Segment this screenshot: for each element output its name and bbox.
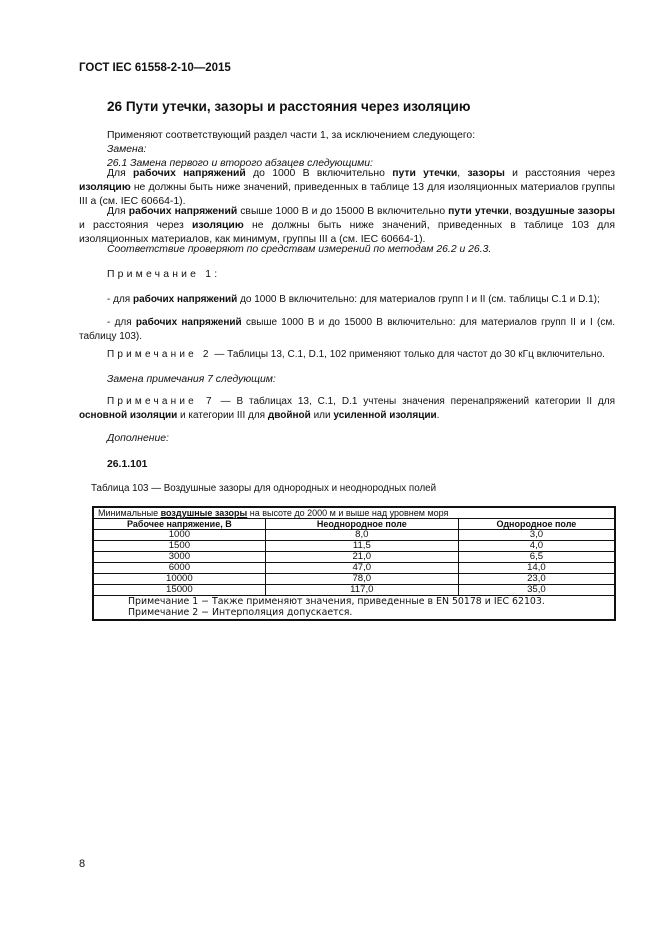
compliance-text: Соответствие проверяют по средствам измерений по методам 26.2 и 26.3.	[107, 244, 492, 255]
note-1-item-b: - для рабочих напряжений свыше 1000 В и до 15000 В включительно: для материалов групп II и I (см. таблицу 103).	[79, 317, 615, 342]
page-number: 8	[79, 858, 86, 870]
note-7-replace-label: Замена примечания 7 следующим:	[107, 374, 276, 385]
note-7: Примечание 7 — В таблицах 13, С.1, D.1 учтены значения перенапряжений категории II для основной изоляции и категории III для двойной или усиленной изоляции.	[79, 396, 616, 421]
table-row: 3000 21,0 6,5	[93, 552, 615, 563]
clause-number: 26.1.101	[107, 459, 148, 470]
section-title: 26 Пути утечки, зазоры и расстояния через изоляцию	[107, 99, 471, 114]
table-notes-row	[93, 596, 615, 621]
paragraph-1: Для рабочих напряжений до 1000 В включительно пути утечки, зазоры и расстояния через изоляцию не должны быть ниже значений, приведенных в таблице 13 для изоляционных материалов группы III а (см. IEC 60664-1).	[79, 168, 615, 207]
note-1-title: Примечание 1:	[107, 269, 221, 280]
zamena-label: Замена:	[107, 144, 147, 155]
table-row: 1000 8,0 3,0	[93, 530, 615, 541]
table-note-2: Примечание 2 − Интерполяция допускается.	[128, 607, 353, 618]
table-note-1: Примечание 1 − Также применяют значения, приведенные в EN 50178 и IEC 62103.	[128, 596, 545, 607]
note-2: Примечание 2 — Таблицы 13, С.1, D.1, 102 применяют только для частот до 30 кГц включительно.	[107, 349, 605, 360]
table-row: 1500 11,5 4,0	[93, 541, 615, 552]
addition-label: Дополнение:	[107, 433, 169, 444]
paragraph-2: Для рабочих напряжений свыше 1000 В и до 15000 В включительно пути утечки, воздушные зазоры и расстояния через изоляцию не должны быть ниже значений, приведенных в таблице 103 для изоляционных материалов, как минимум, группы III а (см. IEC 60664-1).	[79, 206, 615, 245]
column-header-nonuniform: Неоднородное поле	[265, 519, 458, 530]
table-row: 6000 47,0 14,0	[93, 563, 615, 574]
intro-text: Применяют соответствующий раздел части 1, за исключением следующего:	[107, 130, 476, 141]
table-row: 15000 117,0 35,0	[93, 585, 615, 596]
column-header-uniform: Однородное поле	[458, 519, 615, 530]
table-header-row	[93, 519, 615, 530]
clause-26-1-replace: 26.1 Замена первого и второго абзацев следующими:	[107, 158, 373, 169]
table-caption: Таблица 103 — Воздушные зазоры для однородных и неоднородных полей	[91, 483, 437, 494]
note-1-item-a: - для рабочих напряжений до 1000 В включительно: для материалов групп I и II (см. таблицы С.1 и D.1);	[107, 294, 600, 305]
table-caption-row: Минимальные воздушные зазоры на высоте до 2000 м и выше над уровнем моря	[93, 507, 615, 519]
column-header-voltage: Рабочее напряжение, В	[93, 519, 265, 530]
table-row: 10000 78,0 23,0	[93, 574, 615, 585]
clearance-table	[92, 506, 616, 621]
document-header: ГОСТ IEC 61558-2-10—2015	[79, 62, 231, 74]
